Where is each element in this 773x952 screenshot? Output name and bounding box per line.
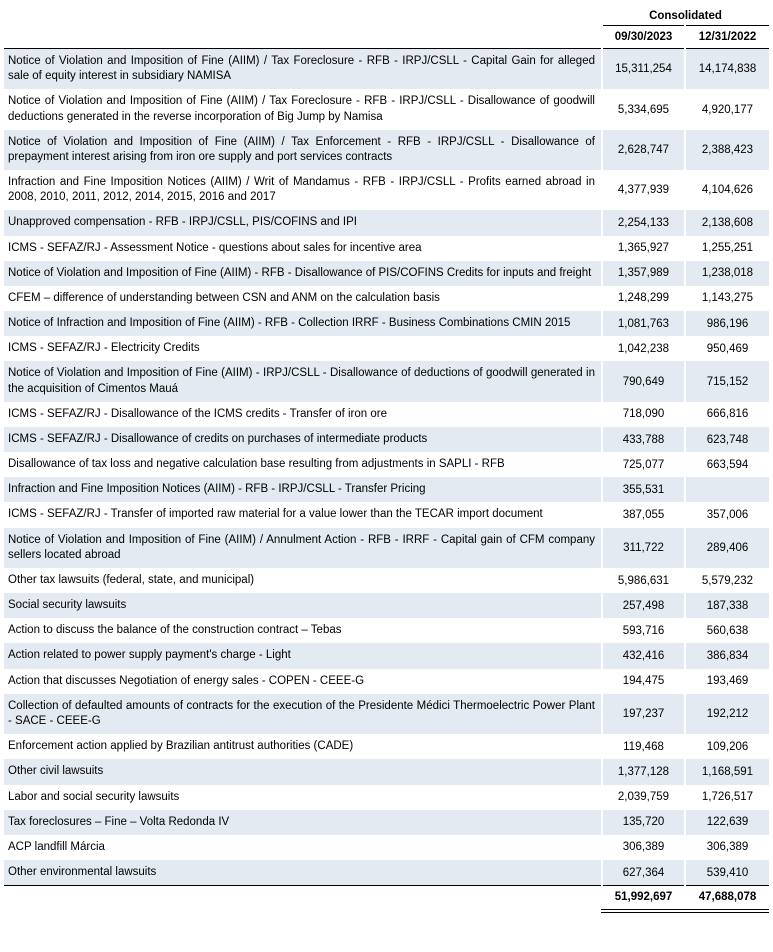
table-row — [4, 49, 769, 90]
value-12-31-2022: 1,143,275 — [685, 286, 769, 311]
value-09-30-2023: 627,364 — [602, 860, 685, 886]
table-row — [4, 643, 769, 668]
value-09-30-2023: 5,986,631 — [602, 568, 685, 593]
row-label: ICMS - SEFAZ/RJ - Electricity Credits — [8, 342, 200, 355]
table-header — [4, 8, 769, 49]
value-12-31-2022: 950,469 — [685, 336, 769, 361]
table-row — [4, 734, 769, 759]
value-12-31-2022: 539,410 — [685, 860, 769, 886]
row-label: Action related to power supply payment's charge - Light — [8, 649, 291, 662]
table-row — [4, 593, 769, 618]
column-header-row — [4, 26, 769, 49]
value-12-31-2022: 4,920,177 — [685, 89, 769, 129]
table-row — [4, 130, 769, 170]
value-12-31-2022: 1,726,517 — [685, 785, 769, 810]
table-row — [4, 477, 769, 502]
value-09-30-2023: 194,475 — [602, 669, 685, 694]
table-row — [4, 311, 769, 336]
value-12-31-2022: 357,006 — [685, 502, 769, 527]
table-row — [4, 427, 769, 452]
value-09-30-2023: 1,042,238 — [602, 336, 685, 361]
table-row — [4, 361, 769, 401]
table-row — [4, 694, 769, 734]
value-09-30-2023: 725,077 — [602, 452, 685, 477]
row-label: CFEM – difference of understanding between CSN and ANM on the calculation basis — [8, 291, 440, 304]
table-row — [4, 261, 769, 286]
value-12-31-2022: 289,406 — [685, 528, 769, 568]
row-label: Action to discuss the balance of the construction contract – Tebas — [8, 624, 342, 637]
total-row — [4, 886, 769, 912]
table-row — [4, 759, 769, 784]
value-09-30-2023: 1,248,299 — [602, 286, 685, 311]
table-row — [4, 528, 769, 568]
value-12-31-2022: 2,388,423 — [685, 130, 769, 170]
table-row — [4, 835, 769, 860]
row-label: Collection of defaulted amounts of contracts for the execution of the Presidente Médici Thermoelectric Power Plant - SACE - CEEE-G — [8, 699, 595, 727]
contingencies-table — [4, 8, 769, 913]
table-row — [4, 810, 769, 835]
value-09-30-2023: 790,649 — [602, 361, 685, 401]
column-header-09-30-2023: 09/30/2023 — [602, 26, 685, 49]
value-12-31-2022: 14,174,838 — [685, 49, 769, 90]
header-spacer-cell — [4, 8, 602, 26]
value-09-30-2023: 1,377,128 — [602, 759, 685, 784]
value-09-30-2023: 4,377,939 — [602, 170, 685, 210]
row-label: Social security lawsuits — [8, 599, 127, 612]
header-spacer-cell — [4, 26, 602, 49]
row-label: Notice of Violation and Imposition of Fine (AIIM) / Tax Foreclosure - RFB - IRPJ/CSLL - Disallowance of goodwill deductions generated in the reverse incorporation of Big Jump by Namisa — [8, 95, 595, 123]
row-label: ICMS - SEFAZ/RJ - Disallowance of credits on purchases of intermediate products — [8, 432, 428, 445]
table-footer — [4, 886, 769, 912]
row-label: Notice of Violation and Imposition of Fine (AIIM) - RFB - Disallowance of PIS/COFINS Credits for inputs and freight — [8, 266, 592, 279]
value-12-31-2022: 122,639 — [685, 810, 769, 835]
row-label: ACP landfill Márcia — [8, 840, 105, 853]
value-12-31-2022: 666,816 — [685, 402, 769, 427]
row-label: Infraction and Fine Imposition Notices (AIIM) / Writ of Mandamus - RFB - IRPJ/CSLL - Profits earned abroad in 2008, 2010, 2011, 2012, 2014, 2015, 2016 and 2017 — [8, 176, 595, 204]
value-12-31-2022: 109,206 — [685, 734, 769, 759]
value-09-30-2023: 2,039,759 — [602, 785, 685, 810]
value-09-30-2023: 311,722 — [602, 528, 685, 568]
value-09-30-2023: 2,254,133 — [602, 210, 685, 235]
row-label: Labor and social security lawsuits — [8, 790, 180, 803]
table-row — [4, 502, 769, 527]
value-12-31-2022: 306,389 — [685, 835, 769, 860]
value-09-30-2023: 593,716 — [602, 618, 685, 643]
table-row — [4, 336, 769, 361]
value-09-30-2023: 15,311,254 — [602, 49, 685, 90]
row-label: ICMS - SEFAZ/RJ - Transfer of imported raw material for a value lower than the TECAR import document — [8, 508, 543, 521]
row-label: Notice of Violation and Imposition of Fine (AIIM) / Annulment Action - RFB - IRRF - Capital gain of CFM company sellers located abroad — [8, 533, 595, 561]
row-label: Infraction and Fine Imposition Notices (AIIM) - RFB - IRPJ/CSLL - Transfer Pricing — [8, 483, 426, 496]
row-label: Other environmental lawsuits — [8, 866, 157, 879]
row-label: Other civil lawsuits — [8, 765, 104, 778]
value-09-30-2023: 1,365,927 — [602, 236, 685, 261]
table-row — [4, 89, 769, 129]
value-12-31-2022: 986,196 — [685, 311, 769, 336]
value-12-31-2022: 4,104,626 — [685, 170, 769, 210]
value-12-31-2022: 193,469 — [685, 669, 769, 694]
row-label: Tax foreclosures – Fine – Volta Redonda IV — [8, 815, 230, 828]
table-row — [4, 236, 769, 261]
column-header-12-31-2022: 12/31/2022 — [685, 26, 769, 49]
value-09-30-2023: 1,357,989 — [602, 261, 685, 286]
total-label-cell — [4, 886, 602, 912]
value-12-31-2022: 560,638 — [685, 618, 769, 643]
value-12-31-2022: 715,152 — [685, 361, 769, 401]
table-row — [4, 785, 769, 810]
value-12-31-2022: 1,255,251 — [685, 236, 769, 261]
value-09-30-2023: 197,237 — [602, 694, 685, 734]
row-label: Disallowance of tax loss and negative calculation base resulting from adjustments in SAPLI - RFB — [8, 458, 505, 471]
row-label: Enforcement action applied by Brazilian antitrust authorities (CADE) — [8, 740, 354, 753]
table-row — [4, 452, 769, 477]
value-09-30-2023: 2,628,747 — [602, 130, 685, 170]
consolidated-group-label: Consolidated — [602, 8, 769, 26]
value-12-31-2022: 1,168,591 — [685, 759, 769, 784]
value-09-30-2023: 135,720 — [602, 810, 685, 835]
value-12-31-2022: 1,238,018 — [685, 261, 769, 286]
table-row — [4, 618, 769, 643]
table-body — [4, 49, 769, 886]
value-09-30-2023: 119,468 — [602, 734, 685, 759]
value-12-31-2022: 187,338 — [685, 593, 769, 618]
row-label: Action that discusses Negotiation of energy sales - COPEN - CEEE-G — [8, 674, 365, 687]
group-header-row — [4, 8, 769, 26]
row-label: Other tax lawsuits (federal, state, and municipal) — [8, 573, 255, 586]
table-row — [4, 210, 769, 235]
row-label: Notice of Violation and Imposition of Fine (AIIM) / Tax Foreclosure - RFB - IRPJ/CSLL - Capital Gain for alleged sale of equity interest in subsidiary NAMISA — [8, 55, 595, 83]
row-label: ICMS - SEFAZ/RJ - Assessment Notice - questions about sales for incentive area — [8, 241, 422, 254]
value-09-30-2023: 355,531 — [602, 477, 685, 502]
row-label: Notice of Violation and Imposition of Fine (AIIM) - IRPJ/CSLL - Disallowance of deductions of goodwill generated in the acquisition of Cimentos Mauá — [8, 367, 595, 395]
total-value-12-31-2022: 47,688,078 — [685, 886, 769, 912]
value-09-30-2023: 433,788 — [602, 427, 685, 452]
table-row — [4, 286, 769, 311]
value-09-30-2023: 306,389 — [602, 835, 685, 860]
value-09-30-2023: 257,498 — [602, 593, 685, 618]
value-12-31-2022 — [685, 477, 769, 502]
row-label: ICMS - SEFAZ/RJ - Disallowance of the ICMS credits - Transfer of iron ore — [8, 407, 387, 420]
table-row — [4, 568, 769, 593]
table-row — [4, 860, 769, 886]
value-12-31-2022: 192,212 — [685, 694, 769, 734]
value-12-31-2022: 623,748 — [685, 427, 769, 452]
row-label: Notice of Infraction and Imposition of Fine (AIIM) - RFB - Collection IRRF - Business Combinations CMIN 2015 — [8, 317, 571, 330]
value-09-30-2023: 387,055 — [602, 502, 685, 527]
value-09-30-2023: 718,090 — [602, 402, 685, 427]
value-09-30-2023: 1,081,763 — [602, 311, 685, 336]
table-row — [4, 170, 769, 210]
value-12-31-2022: 5,579,232 — [685, 568, 769, 593]
value-12-31-2022: 386,834 — [685, 643, 769, 668]
row-label: Notice of Violation and Imposition of Fine (AIIM) / Tax Enforcement - RFB - IRPJ/CSLL - Disallowance of prepayment interest arising from iron ore supply and port services contracts — [8, 135, 595, 163]
table-row — [4, 402, 769, 427]
value-12-31-2022: 2,138,608 — [685, 210, 769, 235]
value-09-30-2023: 432,416 — [602, 643, 685, 668]
total-value-09-30-2023: 51,992,697 — [602, 886, 685, 912]
value-12-31-2022: 663,594 — [685, 452, 769, 477]
table-row — [4, 669, 769, 694]
row-label: Unapproved compensation - RFB - IRPJ/CSLL, PIS/COFINS and IPI — [8, 216, 357, 229]
value-09-30-2023: 5,334,695 — [602, 89, 685, 129]
